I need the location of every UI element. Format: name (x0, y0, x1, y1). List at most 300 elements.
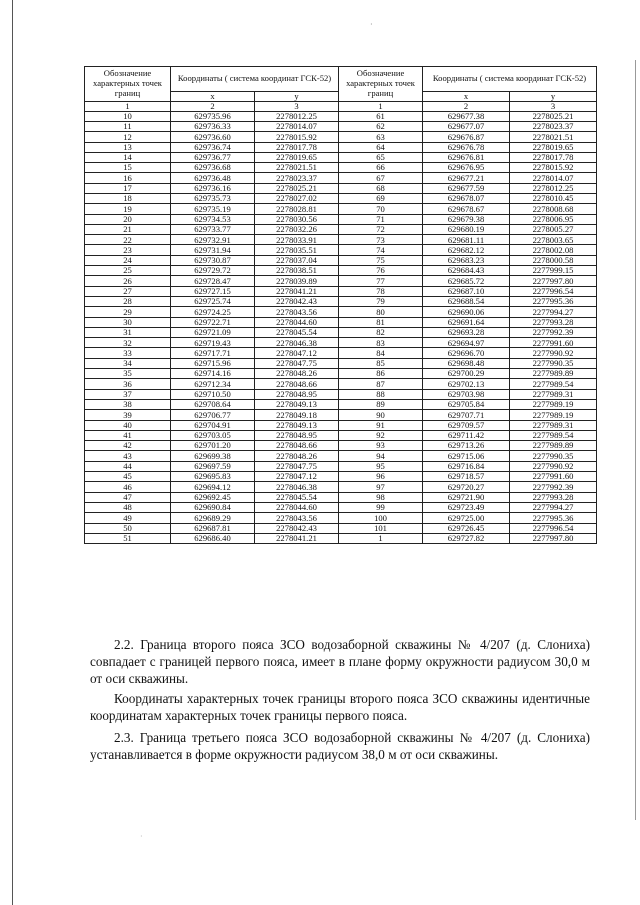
table-row (85, 204, 597, 214)
header-x: x (423, 91, 510, 101)
coord-y: 2277996.54 (510, 523, 597, 533)
coord-y: 2278041.21 (255, 533, 339, 543)
point-number: 68 (339, 183, 423, 193)
coord-y: 2278049.18 (255, 410, 339, 420)
point-number: 38 (85, 399, 171, 409)
point-number: 63 (339, 132, 423, 142)
point-number: 19 (85, 204, 171, 214)
coord-x: 629680.19 (423, 224, 510, 234)
coord-x: 629724.25 (171, 307, 255, 317)
coord-x: 629704.91 (171, 420, 255, 430)
point-number: 1 (339, 533, 423, 543)
point-number: 36 (85, 379, 171, 389)
point-number: 41 (85, 430, 171, 440)
coord-y: 2278014.07 (510, 173, 597, 183)
coord-y: 2278006.95 (510, 214, 597, 224)
coord-y: 2278048.66 (255, 379, 339, 389)
coord-y: 2278012.25 (510, 183, 597, 193)
coord-x: 629708.64 (171, 399, 255, 409)
point-number: 31 (85, 327, 171, 337)
coord-x: 629684.43 (423, 266, 510, 276)
point-number: 88 (339, 389, 423, 399)
point-number: 72 (339, 224, 423, 234)
table-row (85, 132, 597, 142)
table-row (85, 492, 597, 502)
coord-y: 2277989.89 (510, 441, 597, 451)
coord-y: 2278015.92 (510, 163, 597, 173)
point-number: 75 (339, 255, 423, 265)
coord-x: 629676.81 (423, 152, 510, 162)
coord-x: 629734.53 (171, 214, 255, 224)
coord-x: 629721.09 (171, 327, 255, 337)
point-number: 29 (85, 307, 171, 317)
coord-x: 629712.34 (171, 379, 255, 389)
table-row (85, 379, 597, 389)
point-number: 69 (339, 194, 423, 204)
point-number: 86 (339, 369, 423, 379)
header-coords-label: Координаты ( система координат ГСК-52) (171, 67, 339, 92)
point-number: 48 (85, 502, 171, 512)
point-number: 28 (85, 296, 171, 306)
table-row (85, 523, 597, 533)
section-2-2-coords (90, 690, 590, 724)
point-number: 92 (339, 430, 423, 440)
coord-y: 2278047.75 (255, 461, 339, 471)
point-number: 15 (85, 163, 171, 173)
coord-x: 629693.28 (423, 327, 510, 337)
coord-x: 629715.96 (171, 358, 255, 368)
point-number: 22 (85, 235, 171, 245)
table-row (85, 410, 597, 420)
coord-x: 629735.19 (171, 204, 255, 214)
point-number: 87 (339, 379, 423, 389)
point-number: 79 (339, 296, 423, 306)
coord-x: 629699.38 (171, 451, 255, 461)
point-number: 17 (85, 183, 171, 193)
coord-y: 2278044.60 (255, 502, 339, 512)
coord-y: 2278019.65 (255, 152, 339, 162)
coord-y: 2277994.27 (510, 502, 597, 512)
point-number: 85 (339, 358, 423, 368)
paragraph: Координаты характерных точек границы второго пояса ЗСО скважины идентичные координатам характерных точек границы первого пояса. (90, 691, 590, 723)
coord-y: 2278021.51 (510, 132, 597, 142)
coord-y: 2278032.26 (255, 224, 339, 234)
coordinates-table (84, 66, 597, 544)
coord-x: 629721.90 (423, 492, 510, 502)
point-number: 37 (85, 389, 171, 399)
coord-y: 2278023.37 (255, 173, 339, 183)
paragraph: 2.2. Граница второго пояса ЗСО водозаборной скважины № 4/207 (д. Слониха) совпадает с границей первого пояса, имеет в плане форму окружности радиусом 30,0 м от оси скважины. (90, 637, 590, 686)
column-number: 3 (255, 101, 339, 111)
coord-x: 629696.70 (423, 348, 510, 358)
coord-y: 2277994.27 (510, 307, 597, 317)
header-y: y (255, 91, 339, 101)
coord-y: 2277995.36 (510, 296, 597, 306)
coord-y: 2278042.43 (255, 523, 339, 533)
point-number: 32 (85, 338, 171, 348)
table-row (85, 255, 597, 265)
coord-y: 2278005.27 (510, 224, 597, 234)
coord-x: 629731.94 (171, 245, 255, 255)
point-number: 16 (85, 173, 171, 183)
coord-x: 629730.87 (171, 255, 255, 265)
table-row (85, 266, 597, 276)
coord-y: 2277989.89 (510, 369, 597, 379)
coord-x: 629728.47 (171, 276, 255, 286)
paragraph: 2.3. Граница третьего пояса ЗСО водозаборной скважины № 4/207 (д. Слониха) устанавливается в форме окружности радиусом 38,0 м от оси скважины. (90, 730, 590, 762)
column-number: 2 (423, 101, 510, 111)
coord-y: 2278048.26 (255, 451, 339, 461)
coord-x: 629694.97 (423, 338, 510, 348)
point-number: 70 (339, 204, 423, 214)
point-number: 64 (339, 142, 423, 152)
point-number: 14 (85, 152, 171, 162)
point-number: 20 (85, 214, 171, 224)
coord-x: 629678.07 (423, 194, 510, 204)
point-number: 93 (339, 441, 423, 451)
table-row (85, 358, 597, 368)
coord-y: 2278002.08 (510, 245, 597, 255)
coord-y: 2278015.92 (255, 132, 339, 142)
header-point-label: Обозначение характерных точек границ (339, 67, 423, 102)
coord-y: 2278043.56 (255, 513, 339, 523)
coord-y: 2278025.21 (255, 183, 339, 193)
point-number: 97 (339, 482, 423, 492)
coord-y: 2277991.60 (510, 472, 597, 482)
table-row (85, 152, 597, 162)
coord-x: 629711.42 (423, 430, 510, 440)
coord-y: 2278010.45 (510, 194, 597, 204)
table-row (85, 111, 597, 121)
point-number: 78 (339, 286, 423, 296)
coord-y: 2277989.19 (510, 410, 597, 420)
coord-x: 629713.26 (423, 441, 510, 451)
coord-x: 629703.05 (171, 430, 255, 440)
point-number: 74 (339, 245, 423, 255)
scan-mark: · (140, 832, 143, 841)
table-row (85, 224, 597, 234)
coord-x: 629725.00 (423, 513, 510, 523)
coord-x: 629736.48 (171, 173, 255, 183)
coord-y: 2278042.43 (255, 296, 339, 306)
point-number: 65 (339, 152, 423, 162)
point-number: 84 (339, 348, 423, 358)
coord-y: 2277989.31 (510, 389, 597, 399)
coord-x: 629718.57 (423, 472, 510, 482)
table-row (85, 183, 597, 193)
table-row (85, 142, 597, 152)
table-row (85, 235, 597, 245)
column-number: 2 (171, 101, 255, 111)
coord-y: 2278021.51 (255, 163, 339, 173)
coord-x: 629703.98 (423, 389, 510, 399)
coord-x: 629706.77 (171, 410, 255, 420)
coord-x: 629690.06 (423, 307, 510, 317)
point-number: 81 (339, 317, 423, 327)
table-row (85, 533, 597, 543)
table-body (85, 111, 597, 543)
coord-y: 2278047.12 (255, 472, 339, 482)
coord-y: 2277995.36 (510, 513, 597, 523)
coord-y: 2278033.91 (255, 235, 339, 245)
coord-y: 2278003.65 (510, 235, 597, 245)
coord-x: 629707.71 (423, 410, 510, 420)
point-number: 95 (339, 461, 423, 471)
coord-x: 629715.06 (423, 451, 510, 461)
point-number: 49 (85, 513, 171, 523)
point-number: 99 (339, 502, 423, 512)
coord-y: 2278037.04 (255, 255, 339, 265)
coord-y: 2277997.80 (510, 533, 597, 543)
header-coords-label: Координаты ( система координат ГСК-52) (423, 67, 597, 92)
point-number: 43 (85, 451, 171, 461)
point-number: 90 (339, 410, 423, 420)
coord-y: 2278047.12 (255, 348, 339, 358)
point-number: 23 (85, 245, 171, 255)
table-row (85, 163, 597, 173)
point-number: 44 (85, 461, 171, 471)
header-y: y (510, 91, 597, 101)
point-number: 46 (85, 482, 171, 492)
point-number: 80 (339, 307, 423, 317)
coord-x: 629736.77 (171, 152, 255, 162)
coord-x: 629695.83 (171, 472, 255, 482)
point-number: 34 (85, 358, 171, 368)
coord-y: 2277990.35 (510, 451, 597, 461)
coord-y: 2277992.39 (510, 482, 597, 492)
coord-x: 629697.59 (171, 461, 255, 471)
point-number: 50 (85, 523, 171, 533)
coord-x: 629687.81 (171, 523, 255, 533)
coord-y: 2277990.92 (510, 348, 597, 358)
point-number: 67 (339, 173, 423, 183)
coord-x: 629722.71 (171, 317, 255, 327)
point-number: 18 (85, 194, 171, 204)
point-number: 35 (85, 369, 171, 379)
coord-y: 2278049.13 (255, 420, 339, 430)
coord-x: 629709.57 (423, 420, 510, 430)
coord-y: 2278049.13 (255, 399, 339, 409)
coord-y: 2277996.54 (510, 286, 597, 296)
coord-y: 2278043.56 (255, 307, 339, 317)
table-header-row (85, 67, 597, 92)
point-number: 45 (85, 472, 171, 482)
point-number: 21 (85, 224, 171, 234)
coord-x: 629676.78 (423, 142, 510, 152)
coord-y: 2278008.68 (510, 204, 597, 214)
coord-y: 2278045.54 (255, 327, 339, 337)
point-number: 100 (339, 513, 423, 523)
coord-y: 2278028.81 (255, 204, 339, 214)
point-number: 96 (339, 472, 423, 482)
coord-x: 629736.33 (171, 121, 255, 131)
point-number: 61 (339, 111, 423, 121)
point-number: 11 (85, 121, 171, 131)
coord-x: 629717.71 (171, 348, 255, 358)
table-row (85, 307, 597, 317)
coord-x: 629700.29 (423, 369, 510, 379)
table-row (85, 451, 597, 461)
table-row (85, 338, 597, 348)
coord-y: 2278035.51 (255, 245, 339, 255)
coord-x: 629727.82 (423, 533, 510, 543)
section-2-2 (90, 636, 590, 687)
coord-x: 629705.84 (423, 399, 510, 409)
coord-y: 2278023.37 (510, 121, 597, 131)
coord-x: 629689.29 (171, 513, 255, 523)
point-number: 39 (85, 410, 171, 420)
table-row (85, 389, 597, 399)
coord-y: 2278044.60 (255, 317, 339, 327)
coord-y: 2277989.19 (510, 399, 597, 409)
table-row (85, 194, 597, 204)
point-number: 83 (339, 338, 423, 348)
coord-x: 629677.21 (423, 173, 510, 183)
coord-y: 2277992.39 (510, 327, 597, 337)
coord-x: 629702.13 (423, 379, 510, 389)
coord-y: 2278014.07 (255, 121, 339, 131)
table-numbering-row (85, 101, 597, 111)
coord-x: 629692.45 (171, 492, 255, 502)
point-number: 27 (85, 286, 171, 296)
coord-x: 629714.16 (171, 369, 255, 379)
point-number: 101 (339, 523, 423, 533)
point-number: 51 (85, 533, 171, 543)
point-number: 12 (85, 132, 171, 142)
coord-x: 629682.12 (423, 245, 510, 255)
column-number: 3 (510, 101, 597, 111)
table-row (85, 399, 597, 409)
coord-y: 2278025.21 (510, 111, 597, 121)
coord-y: 2277991.60 (510, 338, 597, 348)
table-row (85, 327, 597, 337)
point-number: 76 (339, 266, 423, 276)
coord-y: 2277989.31 (510, 420, 597, 430)
point-number: 98 (339, 492, 423, 502)
point-number: 26 (85, 276, 171, 286)
coord-x: 629736.16 (171, 183, 255, 193)
table-row (85, 121, 597, 131)
page-edge-line (12, 0, 13, 905)
coord-x: 629676.87 (423, 132, 510, 142)
header-point-label: Обозначение характерных точек границ (85, 67, 171, 102)
point-number: 47 (85, 492, 171, 502)
coord-y: 2278046.38 (255, 482, 339, 492)
coord-x: 629723.49 (423, 502, 510, 512)
coord-y: 2278027.02 (255, 194, 339, 204)
coord-y: 2278048.26 (255, 369, 339, 379)
point-number: 24 (85, 255, 171, 265)
coord-x: 629733.77 (171, 224, 255, 234)
table-row (85, 461, 597, 471)
point-number: 66 (339, 163, 423, 173)
point-number: 77 (339, 276, 423, 286)
coord-x: 629688.54 (423, 296, 510, 306)
table-row (85, 502, 597, 512)
point-number: 40 (85, 420, 171, 430)
coord-x: 629701.20 (171, 441, 255, 451)
coord-y: 2277993.28 (510, 492, 597, 502)
coord-y: 2278048.66 (255, 441, 339, 451)
coord-y: 2278047.75 (255, 358, 339, 368)
scan-mark: · (370, 20, 373, 29)
coord-y: 2278017.78 (255, 142, 339, 152)
coord-x: 629677.59 (423, 183, 510, 193)
section-2-3 (90, 729, 590, 763)
coord-y: 2278039.89 (255, 276, 339, 286)
point-number: 91 (339, 420, 423, 430)
table-row (85, 276, 597, 286)
coord-x: 629681.11 (423, 235, 510, 245)
coord-x: 629716.84 (423, 461, 510, 471)
coord-x: 629732.91 (171, 235, 255, 245)
coord-x: 629678.67 (423, 204, 510, 214)
point-number: 89 (339, 399, 423, 409)
table-row (85, 472, 597, 482)
coord-y: 2278030.56 (255, 214, 339, 224)
point-number: 71 (339, 214, 423, 224)
coord-x: 629683.23 (423, 255, 510, 265)
page-edge-line-right (635, 60, 636, 820)
table-row (85, 296, 597, 306)
table-row (85, 430, 597, 440)
coord-x: 629686.40 (171, 533, 255, 543)
coord-y: 2277989.54 (510, 379, 597, 389)
coord-x: 629736.60 (171, 132, 255, 142)
table-row (85, 348, 597, 358)
coord-x: 629685.72 (423, 276, 510, 286)
column-number: 1 (339, 101, 423, 111)
coord-y: 2278041.21 (255, 286, 339, 296)
coord-y: 2278045.54 (255, 492, 339, 502)
point-number: 42 (85, 441, 171, 451)
coord-y: 2277993.28 (510, 317, 597, 327)
coord-x: 629694.12 (171, 482, 255, 492)
point-number: 33 (85, 348, 171, 358)
coord-y: 2278048.95 (255, 430, 339, 440)
point-number: 13 (85, 142, 171, 152)
table-row (85, 482, 597, 492)
coord-y: 2277999.15 (510, 266, 597, 276)
table-row (85, 420, 597, 430)
coord-x: 629677.07 (423, 121, 510, 131)
coord-x: 629736.68 (171, 163, 255, 173)
table-row (85, 286, 597, 296)
coord-x: 629698.48 (423, 358, 510, 368)
coord-y: 2277989.54 (510, 430, 597, 440)
point-number: 73 (339, 235, 423, 245)
coord-x: 629719.43 (171, 338, 255, 348)
coord-y: 2277990.92 (510, 461, 597, 471)
point-number: 30 (85, 317, 171, 327)
column-number: 1 (85, 101, 171, 111)
table-row (85, 317, 597, 327)
coord-x: 629720.27 (423, 482, 510, 492)
coord-x: 629677.38 (423, 111, 510, 121)
point-number: 94 (339, 451, 423, 461)
coord-y: 2278048.95 (255, 389, 339, 399)
point-number: 62 (339, 121, 423, 131)
point-number: 25 (85, 266, 171, 276)
coord-x: 629690.84 (171, 502, 255, 512)
coord-x: 629729.72 (171, 266, 255, 276)
coord-y: 2278012.25 (255, 111, 339, 121)
coord-x: 629691.64 (423, 317, 510, 327)
coord-x: 629727.15 (171, 286, 255, 296)
header-x: x (171, 91, 255, 101)
table-row (85, 173, 597, 183)
point-number: 82 (339, 327, 423, 337)
